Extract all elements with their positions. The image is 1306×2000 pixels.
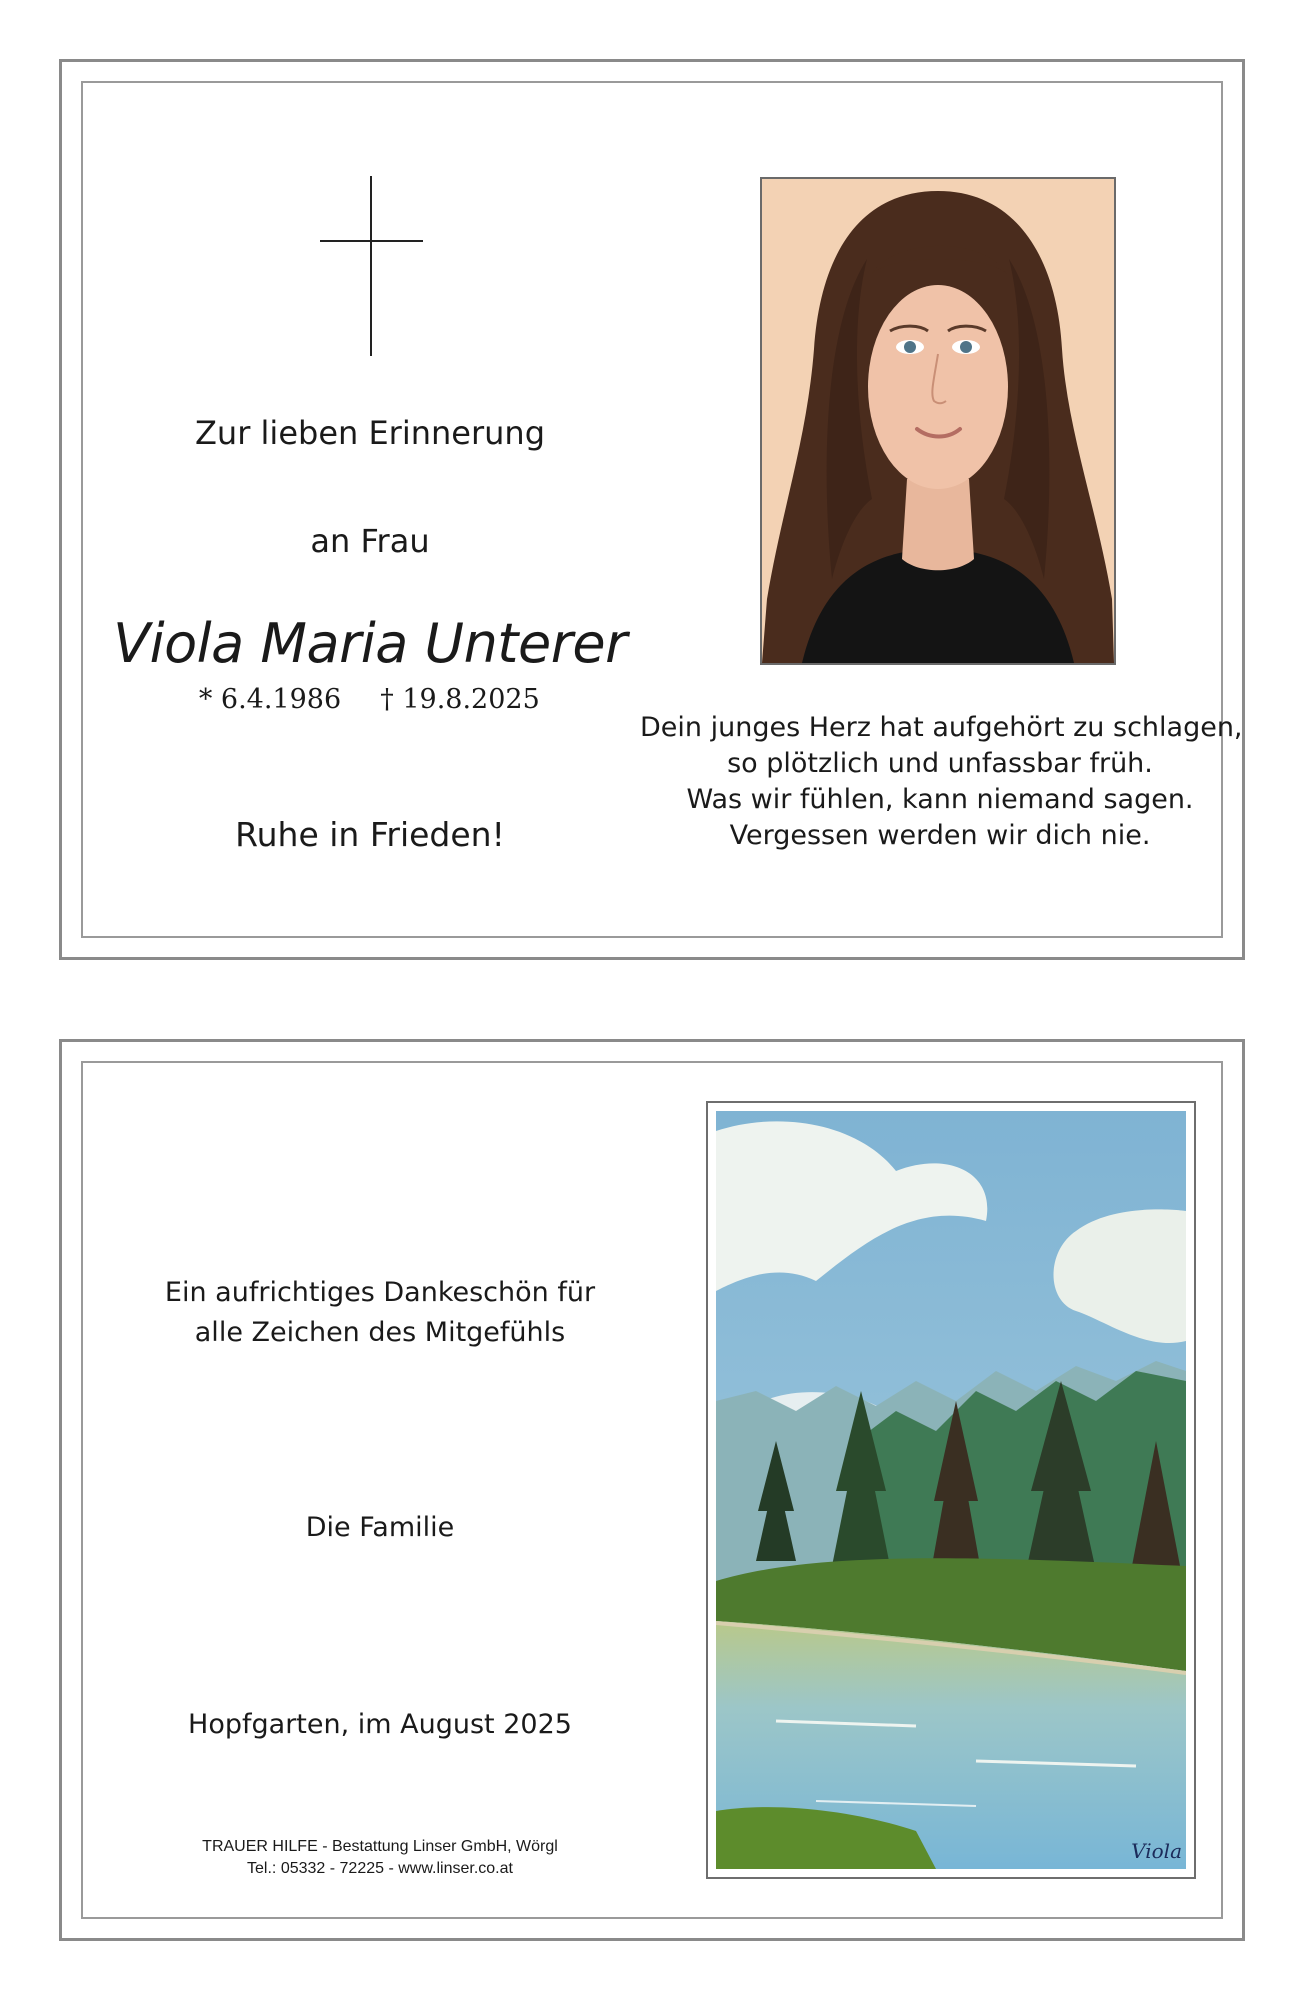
thanks-line: alle Zeichen des Mitgefühls	[194, 1317, 566, 1348]
portrait-photo	[760, 177, 1116, 665]
family-signature: Die Familie	[305, 1512, 455, 1543]
landscape-painting	[716, 1111, 1186, 1869]
remembrance-heading: Zur lieben Erinnerung	[195, 414, 545, 452]
poem-line: so plötzlich und unfassbar früh.	[727, 748, 1153, 779]
undertaker-contact: Tel.: 05332 - 72225 - www.linser.co.at	[247, 1860, 513, 1877]
death-date: † 19.8.2025	[380, 684, 540, 715]
place-and-date: Hopfgarten, im August 2025	[188, 1709, 572, 1740]
farewell-text: Ruhe in Frieden!	[235, 815, 505, 854]
landscape-painting-frame	[706, 1101, 1196, 1879]
birth-date: * 6.4.1986	[198, 684, 342, 715]
poem-line: Was wir fühlen, kann niemand sagen.	[686, 784, 1194, 815]
undertaker-name: TRAUER HILFE - Bestattung Linser GmbH, Wörgl	[202, 1838, 558, 1855]
poem-line: Vergessen werden wir dich nie.	[729, 820, 1151, 851]
poem-line: Dein junges Herz hat aufgehört zu schlagen,	[640, 712, 1243, 743]
thanks-line: Ein aufrichtiges Dankeschön für	[164, 1277, 596, 1308]
deceased-name: Viola Maria Unterer	[113, 612, 627, 675]
salutation: an Frau	[310, 522, 430, 560]
painting-signature: Viola	[1131, 1839, 1182, 1863]
